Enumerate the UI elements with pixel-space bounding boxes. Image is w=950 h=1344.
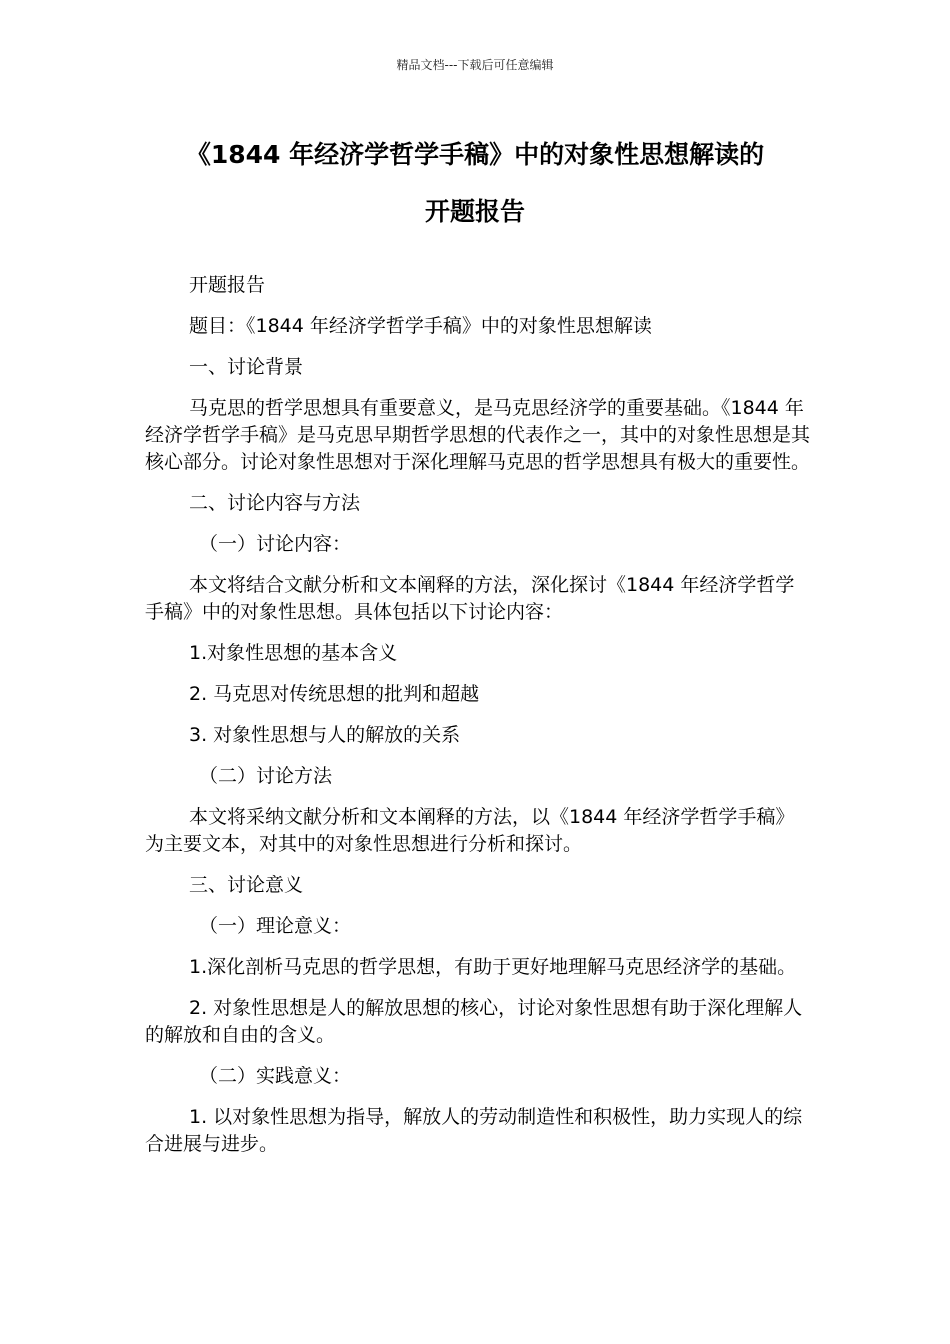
subheading-method: （二）讨论方法: [199, 765, 333, 787]
heading-significance: 三、讨论意义: [189, 874, 304, 896]
topic-line: 题目：《1844 年经济学哲学手稿》中的对象性思想解读: [189, 315, 652, 337]
list-item: 1.对象性思想的基本含义: [189, 642, 398, 664]
list-item: 1. 以对象性思想为指导，解放人的劳动制造性和积极性，助力实现人的综合进展与进步。: [145, 1106, 803, 1155]
list-item: 2. 马克思对传统思想的批判和超越: [189, 683, 480, 705]
list-item: 3. 对象性思想与人的解放的关系: [189, 724, 461, 746]
heading-content-method: 二、讨论内容与方法: [189, 492, 361, 514]
header-note: 精品文档---下载后可任意编辑: [396, 58, 554, 72]
list-item: 2. 对象性思想是人的解放思想的核心，讨论对象性思想有助于深化理解人的解放和自由的含义。: [145, 997, 803, 1046]
list-item: 1.深化剖析马克思的哲学思想，有助于更好地理解马克思经济学的基础。: [189, 956, 797, 978]
document-body: [145, 272, 810, 1158]
document-title-line-1: 《1844 年经济学哲学手稿》中的对象性思想解读的: [185, 140, 765, 169]
subheading-theory: （一）理论意义：: [199, 915, 352, 937]
paragraph-method: 本文将采纳文献分析和文本阐释的方法，以《1844 年经济学哲学手稿》为主要文本，对其中的对象性思想进行分析和探讨。: [145, 806, 795, 855]
paragraph-content: 本文将结合文献分析和文本阐释的方法，深化探讨《1844 年经济学哲学手稿》中的对象性思想。具体包括以下讨论内容：: [145, 574, 795, 623]
paragraph-background: 马克思的哲学思想具有重要意义，是马克思经济学的重要基础。《1844 年经济学哲学手稿》是马克思早期哲学思想的代表作之一，其中的对象性思想是其核心部分。讨论对象性思想对于深化理解马克思的哲学思想具有极大的重要性。: [145, 397, 811, 473]
section-label-report: 开题报告: [189, 274, 266, 296]
subheading-content: （一）讨论内容：: [199, 533, 352, 555]
subheading-practice: （二）实践意义：: [199, 1065, 352, 1087]
document-title-line-2: 开题报告: [424, 197, 525, 226]
heading-background: 一、讨论背景: [189, 356, 304, 378]
